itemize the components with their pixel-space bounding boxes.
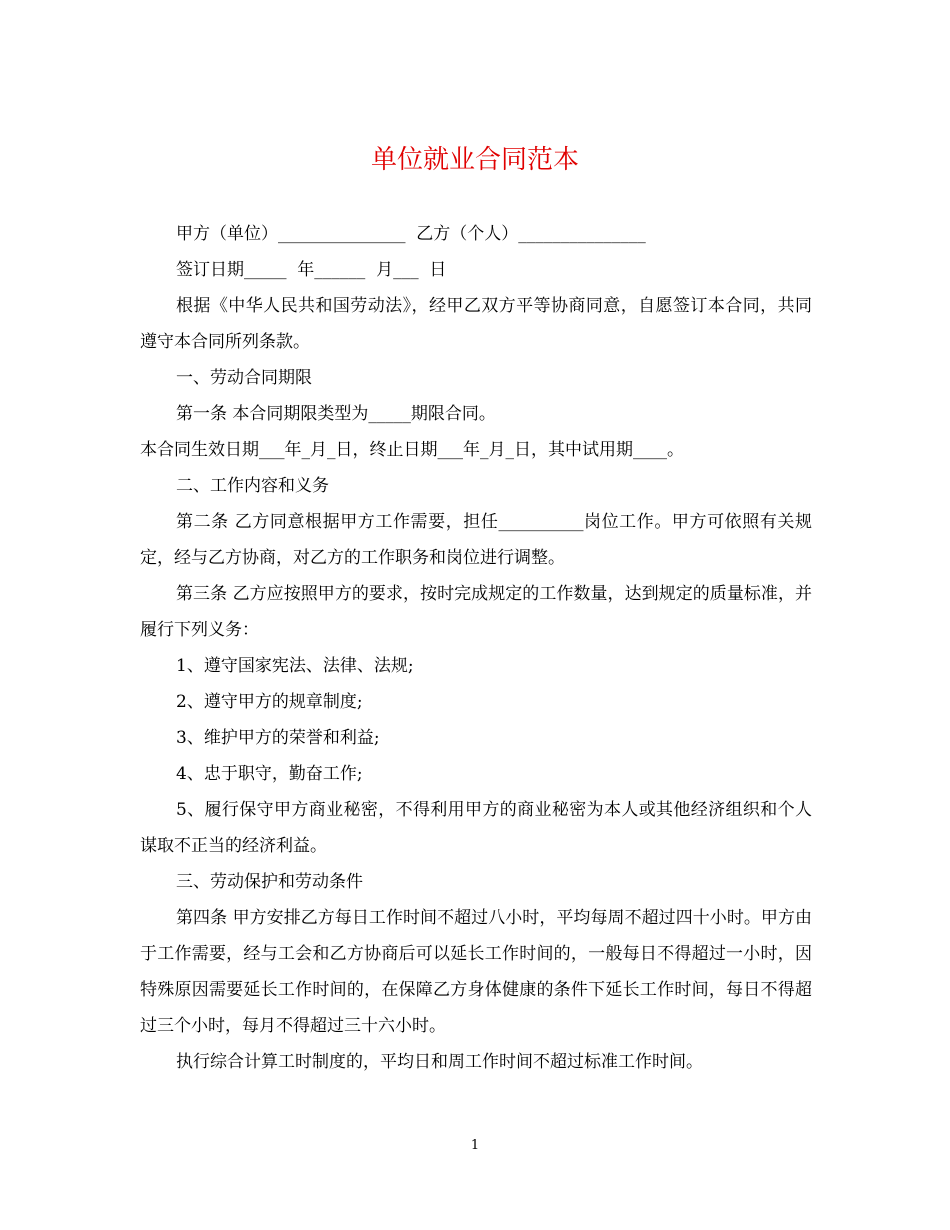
duty-item-5: 5、履行保守甲方商业秘密，不得利用甲方的商业秘密为本人或其他经济组织和个人谋取不正当的经济利益。 <box>140 800 812 856</box>
signing-date-line: 签订日期_____ 年______ 月___ 日 <box>176 260 447 280</box>
article-2: 第二条 乙方同意根据甲方工作需要，担任__________岗位工作。甲方可依照有关规定，经与乙方协商，对乙方的工作职务和岗位进行调整。 <box>140 512 812 568</box>
duty-item-1: 1、遵守国家宪法、法律、法规; <box>176 656 414 676</box>
duty-item-2: 2、遵守甲方的规章制度; <box>176 692 363 712</box>
comprehensive-hours-paragraph: 执行综合计算工时制度的，平均日和周工作时间不超过标准工作时间。 <box>176 1052 703 1072</box>
document-title: 单位就业合同范本 <box>370 145 579 175</box>
section-heading-protection: 三、劳动保护和劳动条件 <box>176 872 363 892</box>
document-body <box>140 216 812 1080</box>
effective-date-paragraph: 本合同生效日期___年_月_日，终止日期___年_月_日，其中试用期____。 <box>140 440 684 460</box>
preamble-paragraph: 根据《中华人民共和国劳动法》，经甲乙双方平等协商同意，自愿签订本合同，共同遵守本合同所列条款。 <box>140 296 812 352</box>
section-heading-term: 一、劳动合同期限 <box>176 368 312 388</box>
duty-item-3: 3、维护甲方的荣誉和利益; <box>176 728 380 748</box>
page-number: 1 <box>470 1138 480 1153</box>
party-line: 甲方（单位）_______________ 乙方（个人）_______________ <box>176 224 646 244</box>
section-heading-duties: 二、工作内容和义务 <box>176 476 329 496</box>
article-4: 第四条 甲方安排乙方每日工作时间不超过八小时，平均每周不超过四十小时。甲方由于工作需要，经与工会和乙方协商后可以延长工作时间的，一般每日不得超过一小时，因特殊原因需要延长工作时间的，在保障乙方身体健康的条件下延长工作时间，每日不得超过三个小时，每月不得超过三十六小时。 <box>140 908 812 1036</box>
article-3: 第三条 乙方应按照甲方的要求，按时完成规定的工作数量，达到规定的质量标准，并履行下列义务： <box>140 584 812 640</box>
article-1: 第一条 本合同期限类型为_____期限合同。 <box>176 404 496 424</box>
duty-item-4: 4、忠于职守，勤奋工作; <box>176 764 363 784</box>
